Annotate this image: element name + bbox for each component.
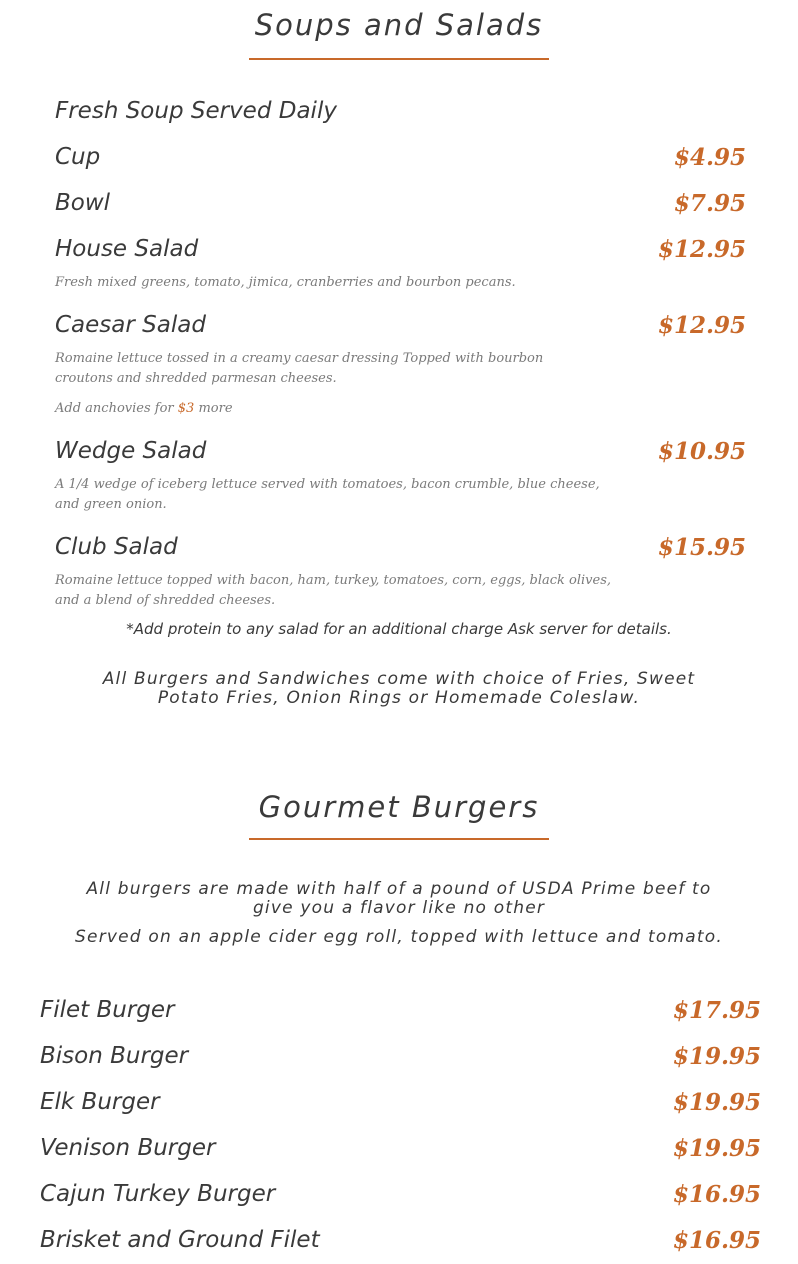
menu-item-name: Venison Burger bbox=[40, 1135, 216, 1161]
menu-item-price: $16.95 bbox=[672, 1227, 761, 1254]
anchovies-note bbox=[55, 399, 355, 419]
menu-item-name: Club Salad bbox=[55, 534, 178, 560]
menu-item-price: $17.95 bbox=[672, 997, 761, 1024]
menu-item-price: $16.95 bbox=[672, 1181, 761, 1208]
menu-item-price: $12.95 bbox=[657, 236, 746, 263]
burgers-intro: All burgers are made with half of a pound of USDA Prime beef to give you a flavor like no other bbox=[86, 879, 712, 918]
protein-note: *Add protein to any salad for an additional charge Ask server for details. bbox=[126, 620, 672, 638]
menu-item-name: Cup bbox=[55, 144, 101, 170]
burgers-title-divider bbox=[249, 838, 549, 840]
menu-item-price: $4.95 bbox=[673, 144, 746, 171]
menu-item-price: $19.95 bbox=[672, 1089, 761, 1116]
menu-item-name: Bowl bbox=[55, 190, 111, 216]
anchovies-suffix: more bbox=[194, 401, 233, 416]
menu-item-price: $19.95 bbox=[672, 1135, 761, 1162]
menu-item-name: Cajun Turkey Burger bbox=[40, 1181, 276, 1207]
menu-item-price: $12.95 bbox=[657, 312, 746, 339]
menu-item-description: A 1/4 wedge of iceberg lettuce served with tomatoes, bacon crumble, blue cheese, and green onion. bbox=[55, 477, 600, 512]
menu-item-name: Caesar Salad bbox=[55, 312, 206, 338]
menu-item-description: Romaine lettuce topped with bacon, ham, turkey, tomatoes, corn, eggs, black olives, and a blend of shredded cheeses. bbox=[55, 573, 612, 608]
burgers-section-title: Gourmet Burgers bbox=[258, 790, 540, 824]
menu-item-price: $19.95 bbox=[672, 1043, 761, 1070]
menu-item-name: Wedge Salad bbox=[55, 438, 207, 464]
soup-heading: Fresh Soup Served Daily bbox=[55, 98, 337, 124]
anchovies-prefix: Add anchovies for bbox=[55, 401, 178, 416]
menu-item-price: $15.95 bbox=[657, 534, 746, 561]
menu-item-name: Brisket and Ground Filet bbox=[40, 1227, 320, 1253]
menu-item-name: Filet Burger bbox=[40, 997, 175, 1023]
menu-item-name: Bison Burger bbox=[40, 1043, 189, 1069]
sides-note: All Burgers and Sandwiches come with choice of Fries, Sweet Potato Fries, Onion Rings or Homemade Coleslaw. bbox=[102, 669, 696, 708]
menu-item-price: $7.95 bbox=[673, 190, 746, 217]
anchovies-price: $3 bbox=[177, 401, 195, 416]
menu-item-name: House Salad bbox=[55, 236, 199, 262]
menu-item-description: Romaine lettuce tossed in a creamy caesar dressing Topped with bourbon croutons and shredded parmesan cheeses. bbox=[55, 351, 544, 386]
menu-item-price: $10.95 bbox=[657, 438, 746, 465]
burgers-roll-note: Served on an apple cider egg roll, topped with lettuce and tomato. bbox=[75, 927, 723, 947]
menu-item-name: Elk Burger bbox=[40, 1089, 160, 1115]
soups-title-divider bbox=[249, 58, 549, 60]
menu-item-description: Fresh mixed greens, tomato, jimica, cranberries and bourbon pecans. bbox=[55, 275, 516, 290]
soups-section-title: Soups and Salads bbox=[254, 8, 544, 42]
